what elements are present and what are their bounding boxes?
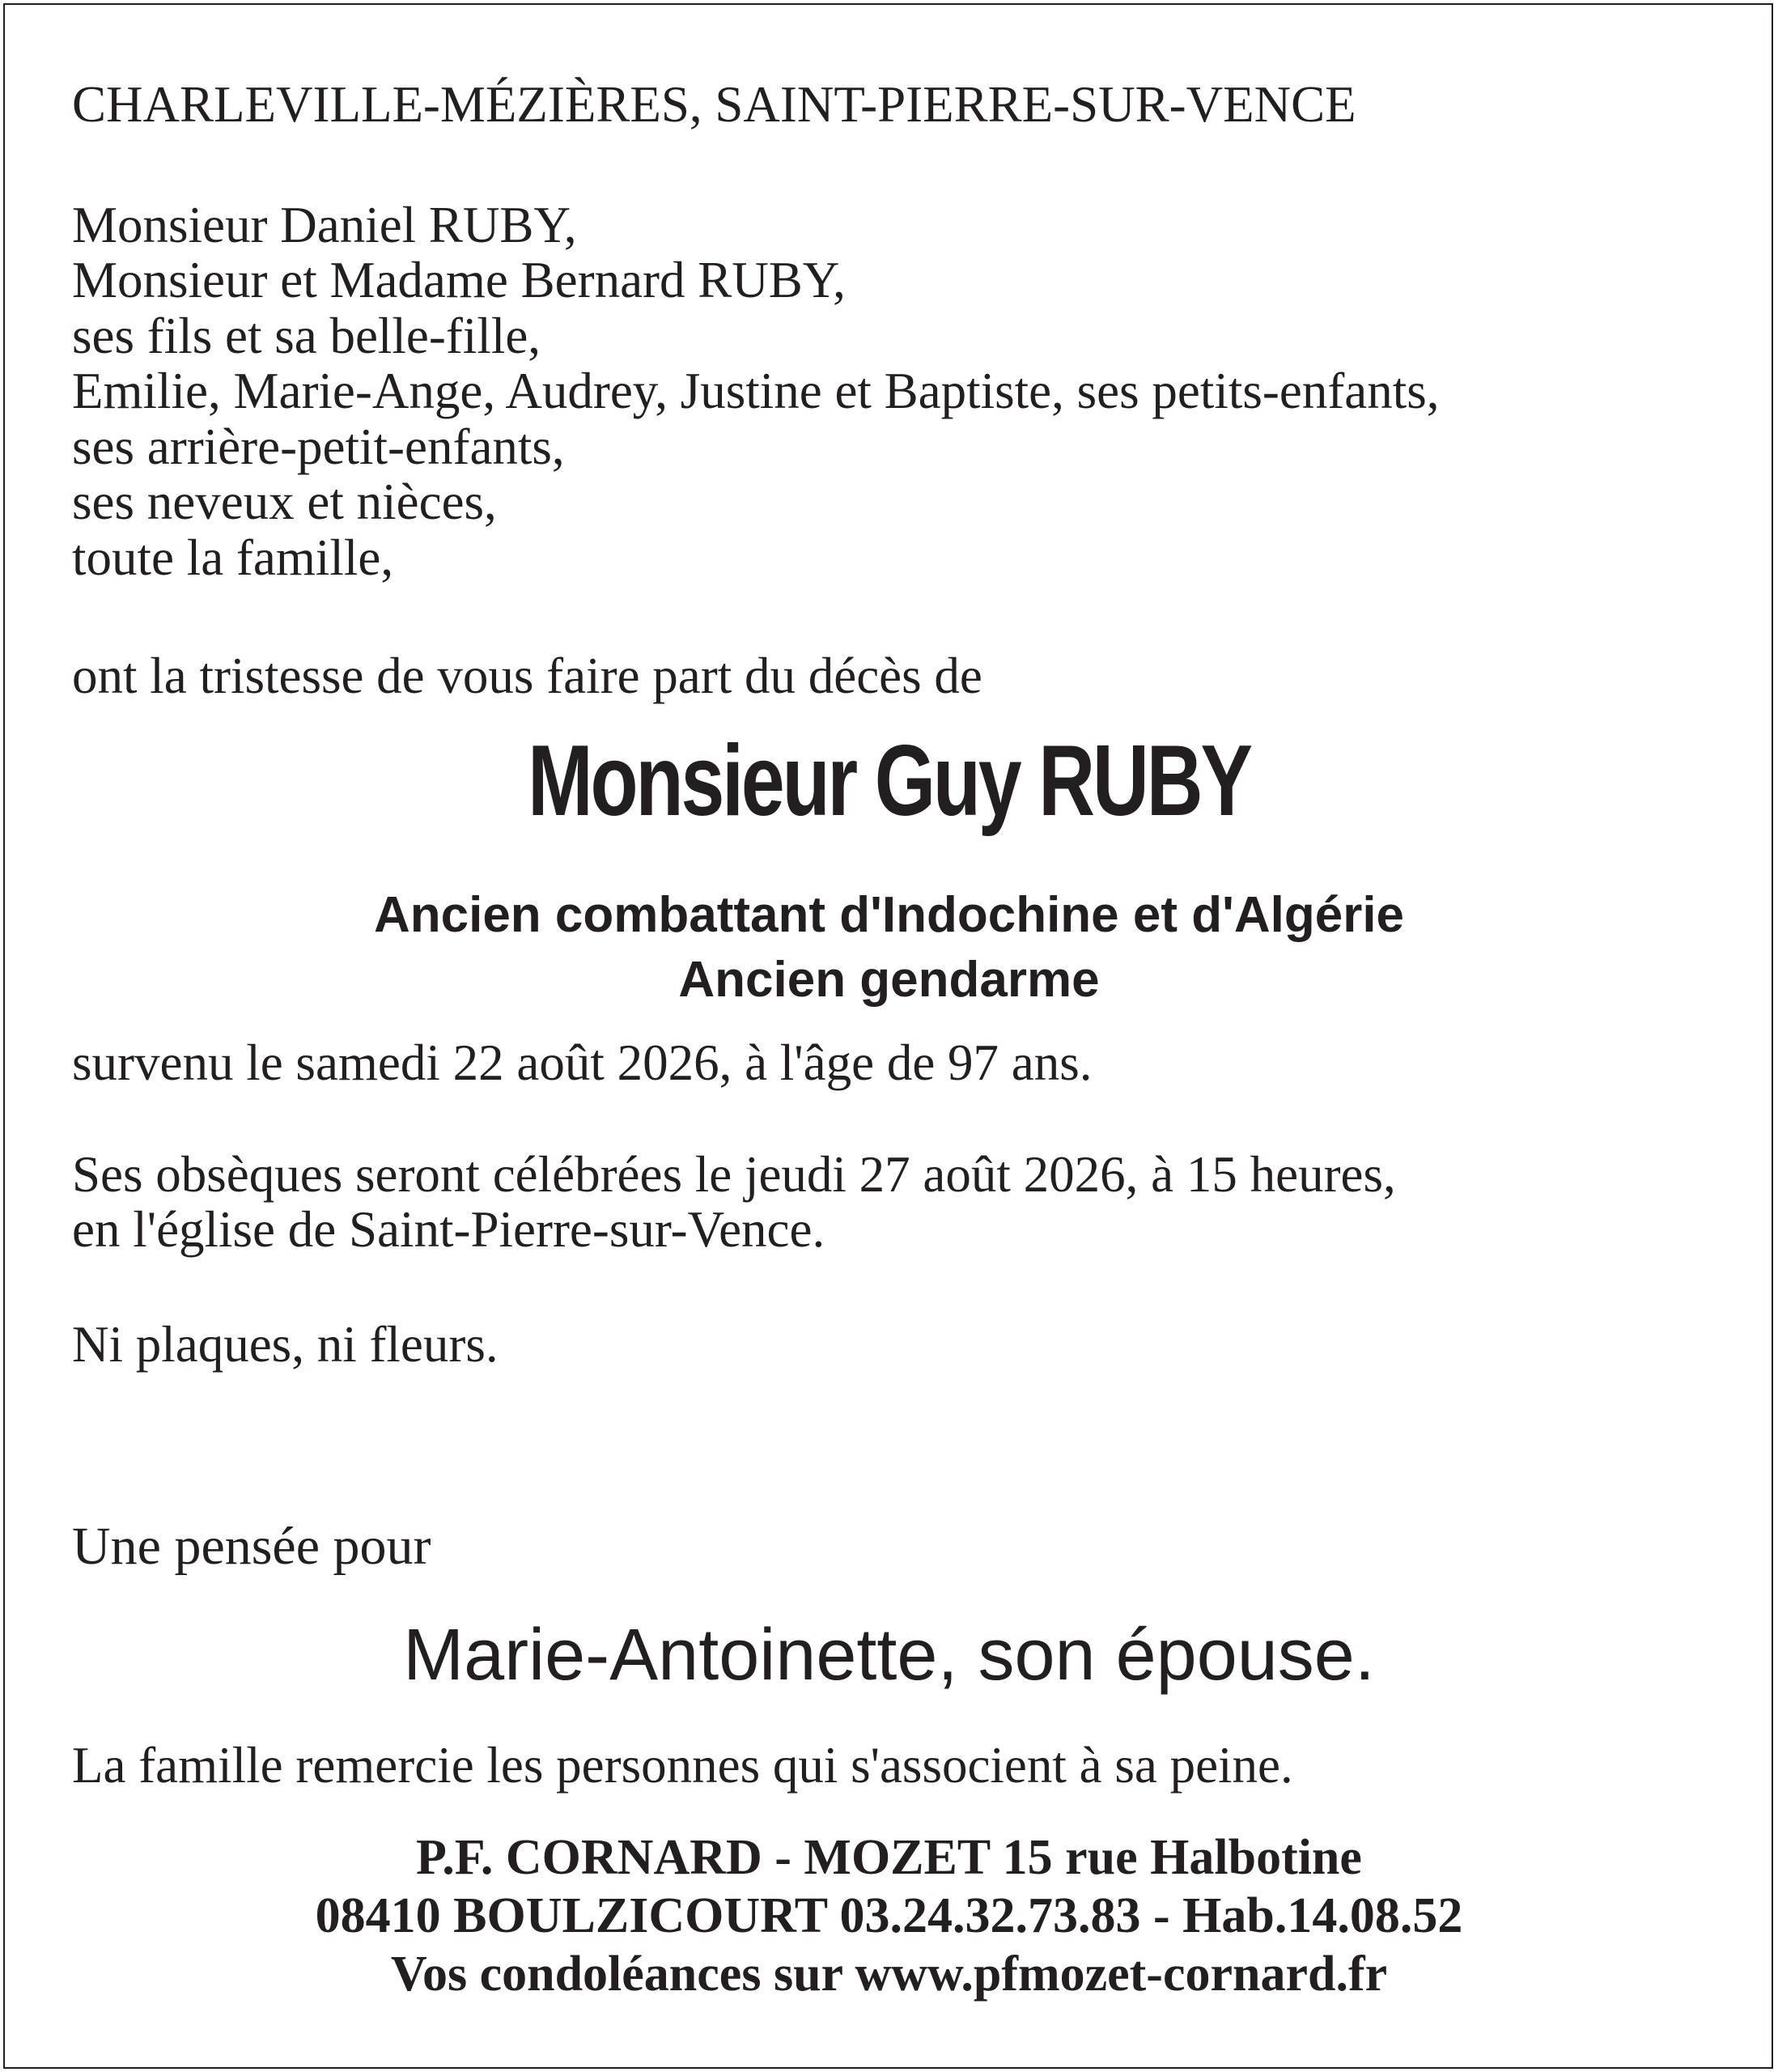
deceased-name: Monsieur Guy RUBY: [528, 725, 1250, 837]
thanks-text: La famille remercie les personnes qui s'associent à sa peine.: [72, 1737, 1293, 1794]
family-line: ses fils et sa belle-fille,: [72, 308, 541, 364]
location-heading: CHARLEVILLE-MÉZIÈRES, SAINT-PIERRE-SUR-VENCE: [72, 76, 1356, 133]
deceased-name-wrapper: [0, 725, 1778, 837]
spouse-name: Marie-Antoinette, son épouse.: [403, 1615, 1375, 1696]
family-line: Monsieur Daniel RUBY,: [72, 197, 577, 253]
announcement-text: ont la tristesse de vous faire part du décès de: [72, 648, 982, 704]
funeral-home-line: 08410 BOULZICOURT 03.24.32.73.83 - Hab.14.08.52: [315, 1888, 1463, 1943]
deceased-title: Ancien gendarme: [678, 952, 1100, 1008]
funeral-home-line: Vos condoléances sur www.pfmozet-cornard.fr: [390, 1947, 1388, 2002]
no-flowers-text: Ni plaques, ni fleurs.: [72, 1316, 499, 1373]
funeral-home-line: P.F. CORNARD - MOZET 15 rue Halbotine: [416, 1830, 1362, 1885]
funeral-line: Ses obsèques seront célébrées le jeudi 27 août 2026, à 15 heures,: [72, 1146, 1396, 1203]
funeral-line: en l'église de Saint-Pierre-sur-Vence.: [72, 1201, 825, 1258]
thought-intro: Une pensée pour: [72, 1517, 431, 1576]
family-line: toute la famille,: [72, 529, 394, 586]
family-line: ses neveux et nièces,: [72, 473, 497, 530]
family-line: Emilie, Marie-Ange, Audrey, Justine et Baptiste, ses petits-enfants,: [72, 363, 1440, 419]
family-line: Monsieur et Madame Bernard RUBY,: [72, 252, 846, 308]
deceased-title: Ancien combattant d'Indochine et d'Algérie: [373, 887, 1405, 943]
death-info: survenu le samedi 22 août 2026, à l'âge de 97 ans.: [72, 1034, 1093, 1091]
family-line: ses arrière-petit-enfants,: [72, 418, 565, 475]
